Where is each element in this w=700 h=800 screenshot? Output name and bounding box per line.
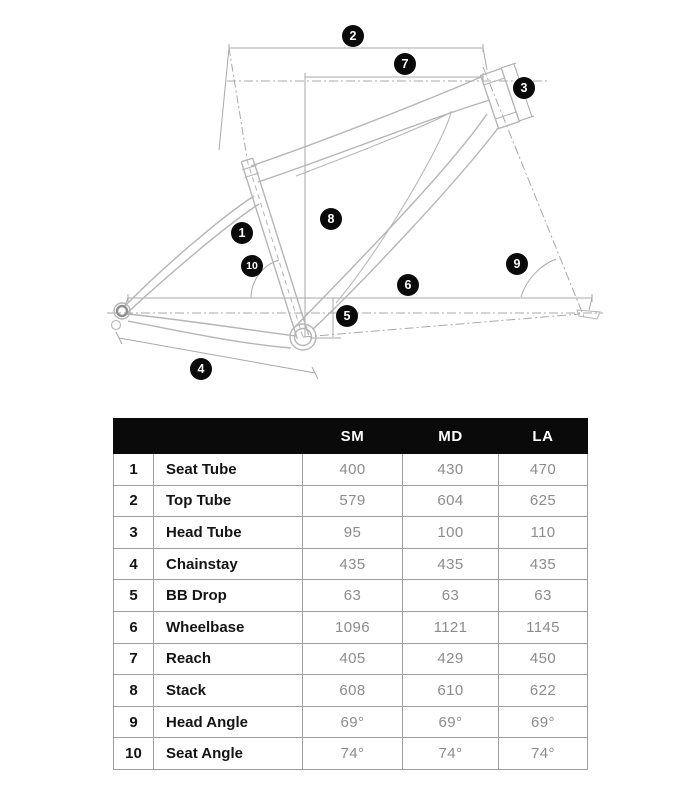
value-la: 435 <box>499 548 588 580</box>
geometry-table <box>113 418 588 770</box>
row-number: 7 <box>114 643 154 675</box>
value-md: 100 <box>403 517 499 549</box>
callout-5: 5 <box>336 305 358 327</box>
value-la: 74° <box>499 738 588 770</box>
value-sm: 63 <box>303 580 403 612</box>
dimension-label: Wheelbase <box>154 611 303 643</box>
row-number: 9 <box>114 706 154 738</box>
dimension-label: Stack <box>154 675 303 707</box>
col-header-sm: SM <box>303 419 403 454</box>
table-row <box>114 454 588 486</box>
dimension-label: Reach <box>154 643 303 675</box>
value-sm: 405 <box>303 643 403 675</box>
table-row <box>114 706 588 738</box>
dimension-label: Top Tube <box>154 485 303 517</box>
value-la: 625 <box>499 485 588 517</box>
row-number: 2 <box>114 485 154 517</box>
value-sm: 579 <box>303 485 403 517</box>
value-md: 604 <box>403 485 499 517</box>
value-md: 610 <box>403 675 499 707</box>
row-number: 10 <box>114 738 154 770</box>
value-sm: 74° <box>303 738 403 770</box>
callout-9: 9 <box>506 253 528 275</box>
row-number: 3 <box>114 517 154 549</box>
table-row <box>114 675 588 707</box>
value-md: 430 <box>403 454 499 486</box>
value-la: 110 <box>499 517 588 549</box>
value-sm: 1096 <box>303 611 403 643</box>
callout-7: 7 <box>394 53 416 75</box>
table-row <box>114 738 588 770</box>
value-la: 63 <box>499 580 588 612</box>
row-number: 1 <box>114 454 154 486</box>
value-md: 74° <box>403 738 499 770</box>
callout-2: 2 <box>342 25 364 47</box>
table-row <box>114 485 588 517</box>
value-sm: 435 <box>303 548 403 580</box>
table-row <box>114 611 588 643</box>
callout-8: 8 <box>320 208 342 230</box>
table-row <box>114 548 588 580</box>
dimension-label: Head Angle <box>154 706 303 738</box>
table-row <box>114 517 588 549</box>
value-la: 69° <box>499 706 588 738</box>
dimension-label: Seat Angle <box>154 738 303 770</box>
callout-3: 3 <box>513 77 535 99</box>
value-la: 1145 <box>499 611 588 643</box>
dimension-label: Chainstay <box>154 548 303 580</box>
row-number: 5 <box>114 580 154 612</box>
value-la: 450 <box>499 643 588 675</box>
value-sm: 69° <box>303 706 403 738</box>
table-header-row <box>114 419 588 454</box>
callout-6: 6 <box>397 274 419 296</box>
callout-10: 10 <box>241 255 263 277</box>
value-sm: 400 <box>303 454 403 486</box>
value-la: 470 <box>499 454 588 486</box>
row-number: 6 <box>114 611 154 643</box>
value-sm: 95 <box>303 517 403 549</box>
value-md: 63 <box>403 580 499 612</box>
dimension-label: BB Drop <box>154 580 303 612</box>
dimension-label: Head Tube <box>154 517 303 549</box>
value-md: 429 <box>403 643 499 675</box>
table-row <box>114 580 588 612</box>
col-header-md: MD <box>403 419 499 454</box>
callout-1: 1 <box>231 222 253 244</box>
row-number: 4 <box>114 548 154 580</box>
value-md: 69° <box>403 706 499 738</box>
value-md: 1121 <box>403 611 499 643</box>
dimension-label: Seat Tube <box>154 454 303 486</box>
callout-4: 4 <box>190 358 212 380</box>
table-row <box>114 643 588 675</box>
value-sm: 608 <box>303 675 403 707</box>
row-number: 8 <box>114 675 154 707</box>
value-md: 435 <box>403 548 499 580</box>
col-header-la: LA <box>499 419 588 454</box>
frame-tubes <box>112 69 601 351</box>
value-la: 622 <box>499 675 588 707</box>
header-empty-cell <box>114 419 303 454</box>
